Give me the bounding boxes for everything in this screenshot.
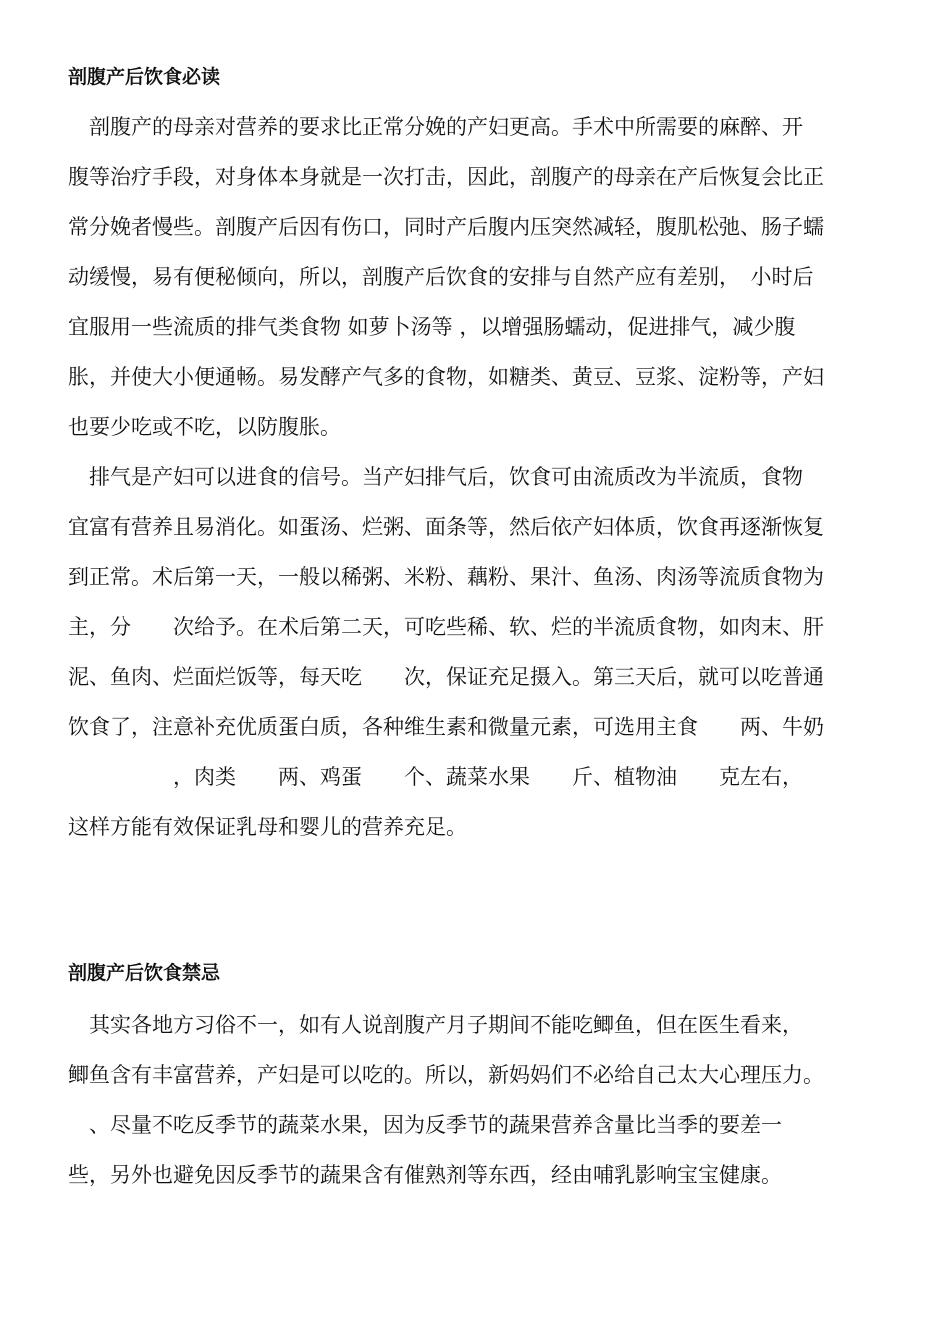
text-line: ，肉类 两、鸡蛋 个、蔬菜水果 斤、植物油 克左右， bbox=[68, 765, 803, 789]
text-line: 饮食了，注意补充优质蛋白质，各种维生素和微量元素，可选用主食 两、牛奶 bbox=[68, 715, 824, 739]
text-line: 宜富有营养且易消化。如蛋汤、烂粥、面条等，然后依产妇体质，饮食再逐渐恢复 bbox=[68, 515, 824, 539]
text-line: 、尽量不吃反季节的蔬菜水果，因为反季节的蔬果营养含量比当季的要差一 bbox=[68, 1113, 782, 1137]
section-title: 剖腹产后饮食禁忌 bbox=[68, 962, 221, 984]
text-line: 其实各地方习俗不一，如有人说剖腹产月子期间不能吃鲫鱼，但在医生看来， bbox=[68, 1013, 803, 1037]
text-line: 鲫鱼含有丰富营养，产妇是可以吃的。所以，新妈妈们不必给自己太大心理压力。 bbox=[68, 1063, 824, 1087]
text-line: 常分娩者慢些。剖腹产后因有伤口，同时产后腹内压突然减轻，腹肌松弛、肠子蠕 bbox=[68, 215, 824, 239]
section-title: 剖腹产后饮食必读 bbox=[68, 66, 221, 88]
text-line: 泥、鱼肉、烂面烂饭等，每天吃 次，保证充足摄入。第三天后，就可以吃普通 bbox=[68, 665, 824, 689]
text-line: 腹等治疗手段，对身体本身就是一次打击，因此，剖腹产的母亲在产后恢复会比正 bbox=[68, 165, 824, 189]
text-line: 到正常。术后第一天，一般以稀粥、米粉、藕粉、果汁、鱼汤、肉汤等流质食物为 bbox=[68, 565, 824, 589]
text-line: 胀，并使大小便通畅。易发酵产气多的食物，如糖类、黄豆、豆浆、淀粉等，产妇 bbox=[68, 365, 824, 389]
text-line: 也要少吃或不吃，以防腹胀。 bbox=[68, 415, 341, 439]
text-line: 些，另外也避免因反季节的蔬果含有催熟剂等东西，经由哺乳影响宝宝健康。 bbox=[68, 1163, 782, 1187]
text-line: 动缓慢，易有便秘倾向，所以，剖腹产后饮食的安排与自然产应有差别， 小时后 bbox=[68, 265, 814, 289]
text-line: 宜服用一些流质的排气类食物 如萝卜汤等 ，以增强肠蠕动，促进排气，减少腹 bbox=[68, 315, 796, 339]
text-line: 剖腹产的母亲对营养的要求比正常分娩的产妇更高。手术中所需要的麻醉、开 bbox=[68, 115, 803, 139]
text-line: 主，分 次给予。在术后第二天，可吃些稀、软、烂的半流质食物，如肉末、肝 bbox=[68, 615, 824, 639]
text-line: 排气是产妇可以进食的信号。当产妇排气后，饮食可由流质改为半流质，食物 bbox=[68, 465, 803, 489]
text-line: 这样方能有效保证乳母和婴儿的营养充足。 bbox=[68, 815, 467, 839]
